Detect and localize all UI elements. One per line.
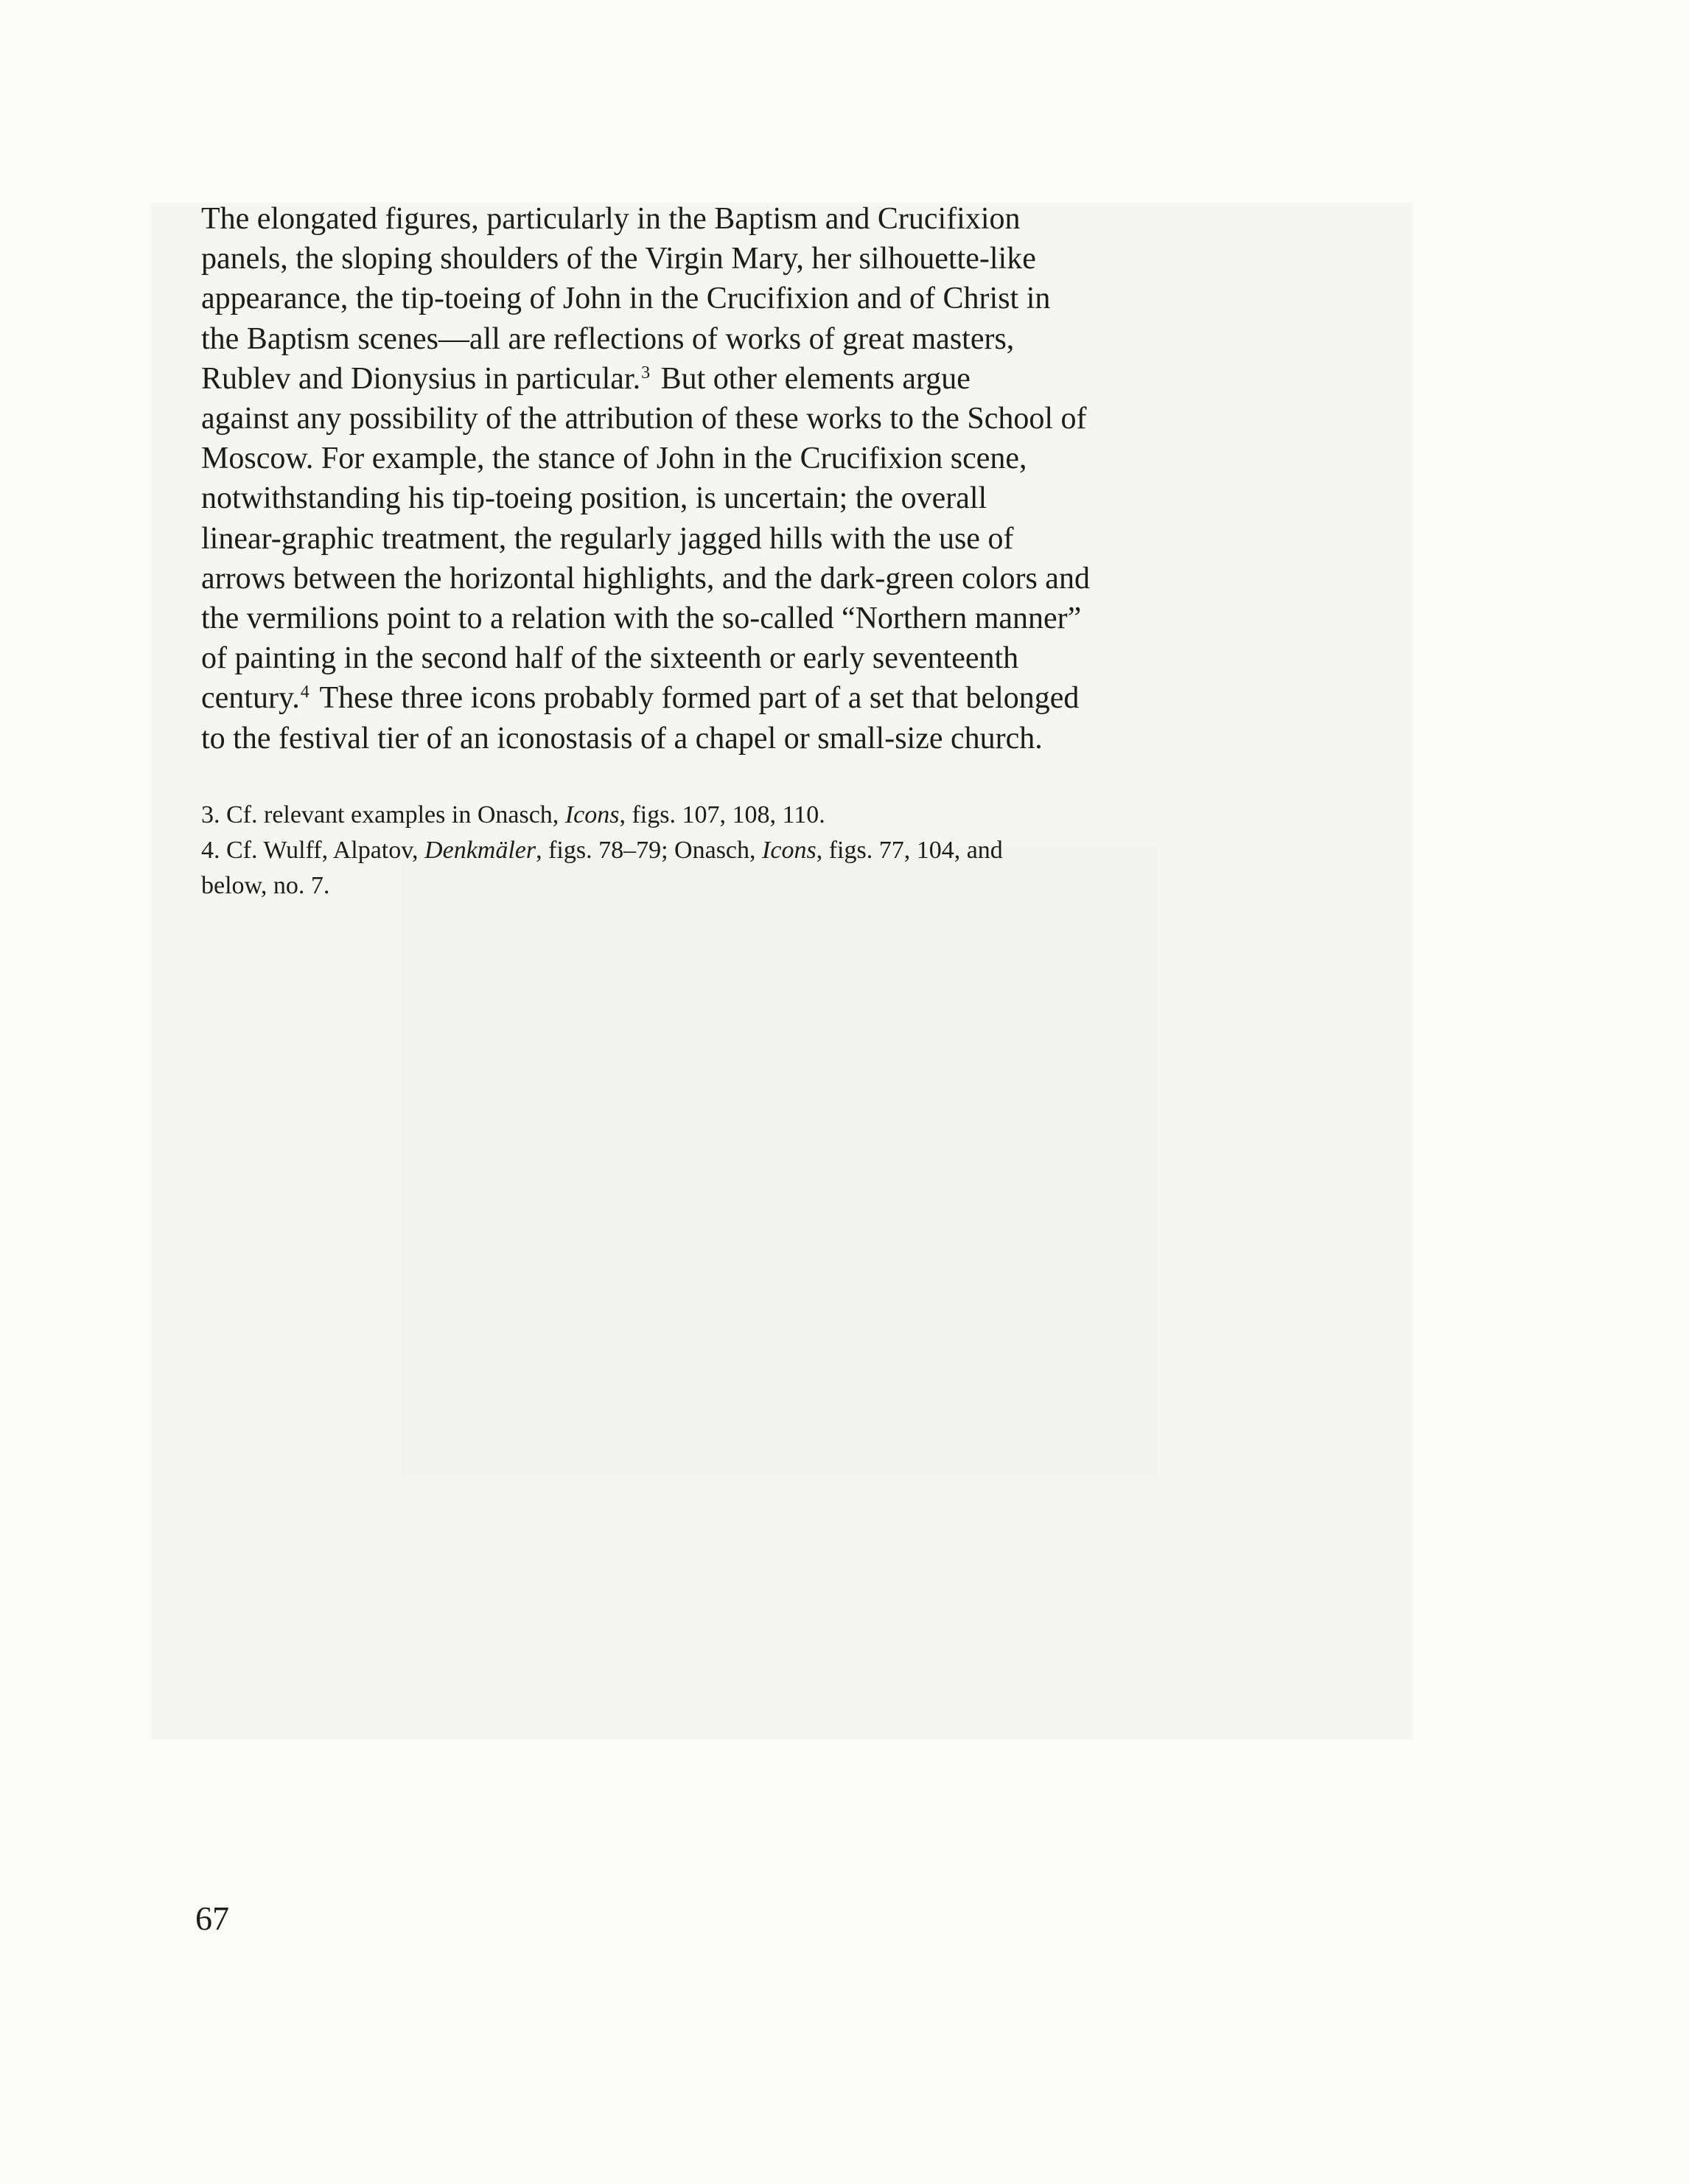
footnote-4-continuation: below, no. 7. [201,872,330,899]
text-segment: Rublev and Dionysius in particular. [201,361,641,396]
footnotes [201,798,1277,904]
text-line: arrows between the horizontal highlights, and the dark-green colors and [201,561,1090,596]
text-line [201,678,1277,718]
text-line: against any possibility of the attribution of these works to the School of [201,402,1087,436]
footnote-title: Icons [762,837,816,864]
text-line: The elongated figures, particularly in the Baptism and Crucifixion [201,202,1021,236]
text-line: to the festival tier of an iconostasis of a chapel or small-size church. [201,721,1043,756]
page-number: 67 [195,1899,229,1937]
text-line: panels, the sloping shoulders of the Virgin Mary, her silhouette-like [201,242,1036,276]
text-segment: century. [201,681,300,716]
footnote-text: 4. Cf. Wulff, Alpatov, [201,837,425,864]
footnote-title: Icons [564,801,620,828]
footnote-text: , figs. 77, 104, and [816,837,1003,864]
text-segment: But other elements argue [653,361,971,396]
text-line: linear-graphic treatment, the regularly jagged hills with the use of [201,521,1014,556]
text-line: notwithstanding his tip-toeing position, is uncertain; the overall [201,481,987,516]
footnote-title: Denkmäler [424,837,536,864]
text-line: appearance, the tip-toeing of John in the Crucifixion and of Christ in [201,282,1051,316]
text-line [201,359,1277,399]
text-segment: These three icons probably formed part of a set that belonged [312,681,1080,716]
footnote-text: 3. Cf. relevant examples in Onasch, [201,801,565,828]
footnote-4 [201,833,1277,868]
text-line: the Baptism scenes—all are reflections of works of great masters, [201,321,1015,356]
text-line: Moscow. For example, the stance of John in the Crucifixion scene, [201,442,1027,476]
footnote-ref-3: 3 [641,363,651,383]
footnote-text: , figs. 107, 108, 110. [619,801,825,828]
footnote-text: , figs. 78–79; Onasch, [536,837,763,864]
text-line: of painting in the second half of the sixteenth or early seventeenth [201,641,1019,676]
footnote-3 [201,798,1277,833]
show-through-image [402,848,1157,1474]
body-paragraph [201,199,1277,758]
footnote-ref-4: 4 [300,683,310,702]
text-line: the vermilions point to a relation with the so-called “Northern manner” [201,601,1082,636]
